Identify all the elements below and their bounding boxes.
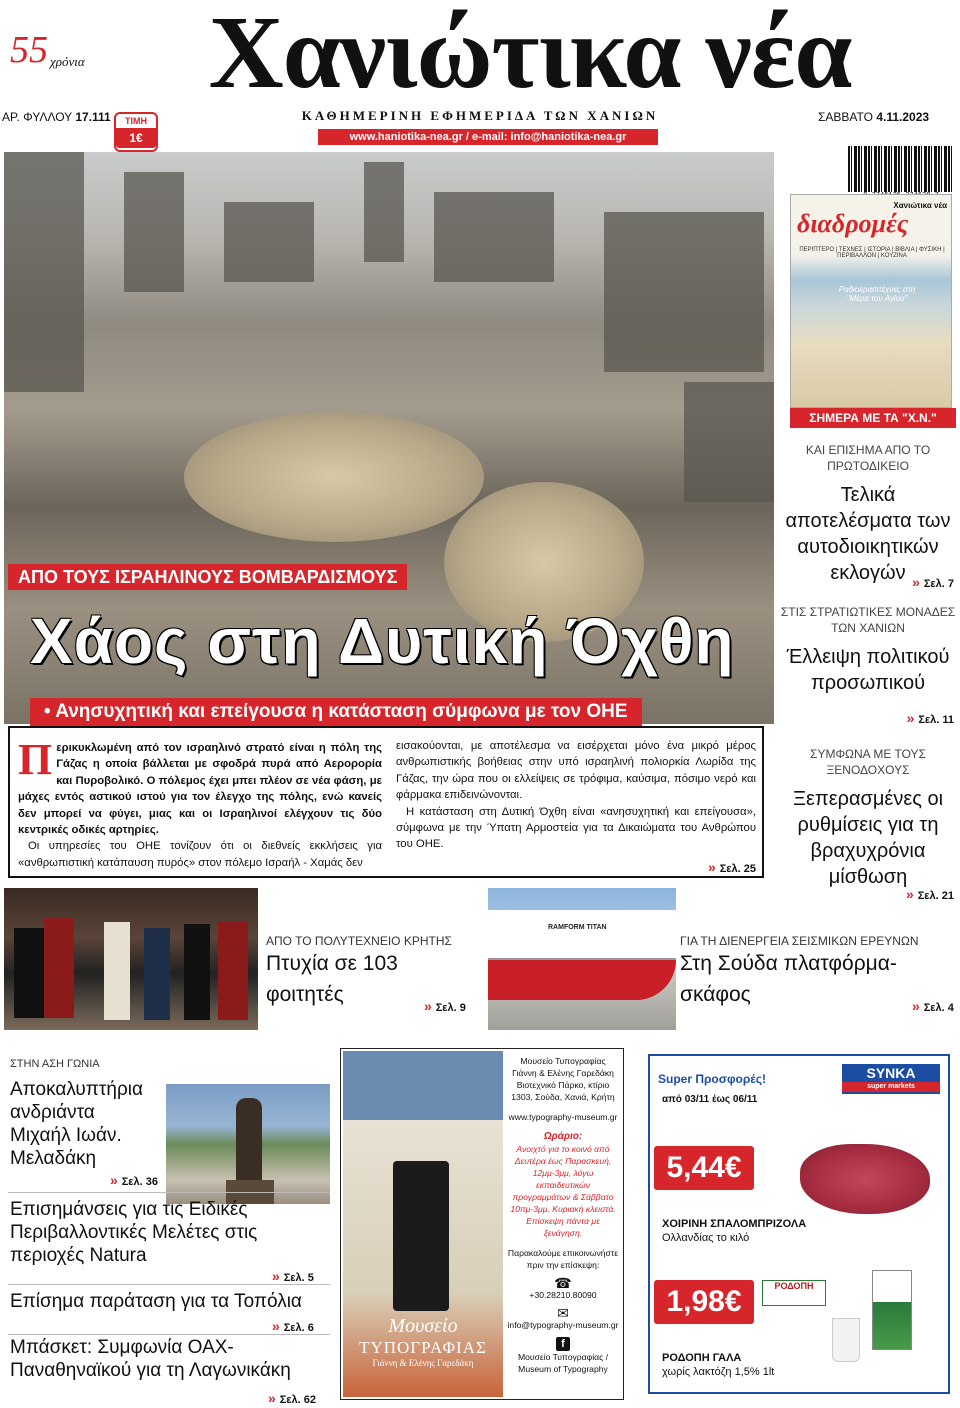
museum-logo-main: ΤΥΠΟΓΡΑΦΙΑΣ <box>359 1338 487 1357</box>
supplement-sections: ΠΕΡΙΠΤΕΡΟ | ΤΕΧΝΕΣ | ΙΣΤΟΡΙΑ | ΒΙΒΛΙΑ | ΦΥΣΙΚΗ | ΠΕΡΙΒΑΛΛΟΝ | ΚΟΥΖΙΝΑ <box>799 247 945 259</box>
strip-story-2[interactable] <box>488 888 958 1030</box>
item1-price: 5,44€ <box>654 1146 754 1190</box>
chevron-right-icon: » <box>912 998 924 1014</box>
strip-page-label: Σελ. 9 <box>435 1002 466 1014</box>
museum-logo <box>343 1315 503 1368</box>
day-label: ΣΑΒΒΑΤΟ <box>818 110 873 124</box>
bl-page-ref-3[interactable] <box>272 1318 314 1334</box>
museum-hours-title: Ωράριο: <box>543 1131 583 1142</box>
bl-page-label: Σελ. 5 <box>283 1272 314 1284</box>
museum-photo <box>343 1051 503 1397</box>
bl-page-ref-2[interactable] <box>272 1268 314 1284</box>
lead-column-2 <box>396 738 756 877</box>
brand-name: SYNKA <box>866 1065 916 1081</box>
bl-headline-3[interactable]: Επίσημα παράταση για τα Τοπόλια <box>10 1291 302 1312</box>
chevron-right-icon: » <box>272 1318 284 1334</box>
barcode-bars <box>848 146 954 192</box>
bl-page-label: Σελ. 62 <box>279 1394 316 1406</box>
sidebar-kicker: ΣΥΜΦΩΝΑ ΜΕ ΤΟΥΣ ΞΕΝΟΔΟΧΟΥΣ <box>810 747 926 777</box>
offers-title: Super Προσφορές! <box>658 1072 766 1086</box>
ship-photo <box>488 888 676 1030</box>
milk-glass-image <box>832 1318 860 1362</box>
lead-column-1 <box>18 735 382 871</box>
bl-headline-1[interactable]: Αποκαλυπτήρια ανδριάντα Μιχαήλ Ιωάν. Μελαδάκη <box>10 1079 143 1169</box>
museum-name: Μουσείο Τυπογραφίας Γιάννη & Ελένης Γαρεδάκη <box>512 1056 614 1078</box>
museum-visit: Επίσκεψη πάντα με ξενάγηση. <box>526 1216 600 1238</box>
museum-facebook[interactable]: Μουσείο Τυπογραφίας / Museum of Typography <box>517 1352 608 1374</box>
item2-price: 1,98€ <box>654 1280 754 1324</box>
sidebar-story-1[interactable] <box>778 442 958 592</box>
sidebar-page-ref[interactable] <box>907 710 954 726</box>
museum-hours: Ανοιχτό για το κοινό από Δευτέρα έως Παρασκευή, 12μμ-3μμ, λόγω εκπαιδευτικών προγραμμάτων & Σάββατο 10πμ-3μμ. Κυριακή κλειστά. <box>510 1144 616 1214</box>
graduation-photo <box>4 888 258 1030</box>
item2-desc: χωρίς λακτόζη 1,5% 1lt <box>662 1366 775 1378</box>
strip-story-1[interactable] <box>4 888 480 1030</box>
bl-page-label: Σελ. 6 <box>283 1322 314 1334</box>
anniversary-word: χρόνια <box>50 54 85 69</box>
sidebar-story-2[interactable] <box>778 604 958 734</box>
lead-page-label: Σελ. 25 <box>719 862 756 875</box>
lead-page-ref[interactable] <box>396 859 756 877</box>
chevron-right-icon: » <box>906 886 918 902</box>
brand-sub: super markets <box>842 1082 940 1092</box>
museum-web[interactable]: www.typography-museum.gr <box>508 1112 618 1122</box>
pork-chop-image <box>800 1144 930 1214</box>
lead-bold-text: ερικυκλωμένη από τον ισραηλινό στρατό είναι η πόλη της Γάζας η οποία βάλλεται με σφοδρά πυρά από Αερορορία και Πυροβολικό. Ο πόλεμος έχει μπει πλέον σε νέα φάση, με μάχες εντός αστικού ιστού για τον έλεγχο της πόλης, ενώ κανείς δεν μπορεί να φύγει, μιας και οι Ισραηλινοί ελέγχουν τις δύο κεντρικές οδικές αρτηρίες. <box>18 742 382 837</box>
sidebar-page-label: Σελ. 21 <box>917 890 954 902</box>
statue-photo <box>166 1084 330 1204</box>
sidebar-story-3[interactable] <box>778 746 958 902</box>
lead-paragraph-3: Η κατάσταση στη Δυτική Όχθη είναι «ανησυχητική και επείγουσα», σύμφωνα με την Ύπατη Αρμοστεία για τα Δικαιώματα του Ανθρώπου του ΟΗΕ. <box>396 805 756 851</box>
email-icon: ✉ <box>557 1305 569 1321</box>
museum-contact-note: Παρακαλούμε επικοινωνήστε πριν την επίσκεψη: <box>507 1248 619 1270</box>
supermarket-advert[interactable] <box>648 1054 950 1394</box>
bl-headline-2[interactable]: Επισημάνσεις για τις Ειδικές Περιβαλλοντικές Μελέτες στις περιοχές Natura <box>10 1199 258 1266</box>
website-line[interactable]: www.haniotika-nea.gr / e-mail: info@haniotika-nea.gr <box>318 129 658 145</box>
sidebar-page-ref[interactable] <box>912 574 954 590</box>
chevron-right-icon: » <box>272 1268 284 1284</box>
museum-email[interactable]: info@typography-museum.gr <box>507 1320 619 1330</box>
museum-logo-sub: Γιάννη & Ελένης Γαρεδάκη <box>372 1358 474 1368</box>
sidebar-headline: Τελικά αποτελέσματα των αυτοδιοικητικών εκλογών <box>785 484 951 584</box>
item1-name: ΧΟΙΡΙΝΗ ΣΠΑΛΟΜΠΡΙΖΟΛΑ <box>662 1218 807 1230</box>
date-value: 4.11.2023 <box>876 110 930 124</box>
supplement-badge: ΣΗΜΕΡΑ ΜΕ ΤΑ "Χ.Ν." <box>790 408 956 428</box>
strip-kicker: ΑΠΟ ΤΟ ΠΟΛΥΤΕΧΝΕΙΟ ΚΡΗΤΗΣ <box>266 934 452 948</box>
strip-page-ref[interactable] <box>424 998 466 1014</box>
sidebar-kicker: ΚΑΙ ΕΠΙΣΗΜΑ ΑΠΟ ΤΟ ΠΡΩΤΟΔΙΚΕΙΟ <box>805 443 931 473</box>
printing-press-image <box>393 1161 449 1311</box>
item2-name: ΡΟΔΟΠΗ ΓΑΛΑ <box>662 1352 742 1364</box>
rodopi-logo: ΡΟΔΟΠΗ <box>762 1280 826 1306</box>
chevron-right-icon: » <box>708 858 720 875</box>
divider <box>8 1192 330 1193</box>
strip-headline: Πτυχία σε 103 φοιτητές <box>266 952 398 1006</box>
chevron-right-icon: » <box>110 1172 122 1188</box>
newspaper-title: Χανιώτικα νέα <box>208 0 852 110</box>
issue-info <box>2 110 111 124</box>
hero-headline[interactable]: Χάος στη Δυτική Όχθη <box>30 605 735 677</box>
hero-kicker: ΑΠΟ ΤΟΥΣ ΙΣΡΑΗΛΙΝΟΥΣ ΒΟΜΒΑΡΔΙΣΜΟΥΣ <box>8 564 407 590</box>
bl-page-label: Σελ. 36 <box>121 1176 158 1188</box>
ship-name: RAMFORM TITAN <box>548 924 607 931</box>
divider <box>8 1334 330 1335</box>
strip-kicker: ΓΙΑ ΤΗ ΔΙΕΝΕΡΓΕΙΑ ΣΕΙΣΜΙΚΩΝ ΕΡΕΥΝΩΝ <box>680 934 919 948</box>
phone-icon: ☎ <box>554 1275 572 1291</box>
anniversary-number: 55 <box>10 29 48 71</box>
museum-phone[interactable]: +30.28210.80090 <box>529 1290 597 1300</box>
newspaper-subtitle: ΚΑΘΗΜΕΡΙΝΗ ΕΦΗΜΕΡΙΔΑ ΤΩΝ ΧΑΝΙΩΝ <box>301 108 659 123</box>
dropcap: Π <box>18 735 53 784</box>
issue-label: ΑΡ. ΦΥΛΛΟΥ <box>2 110 72 124</box>
sidebar-kicker: ΣΤΙΣ ΣΤΡΑΤΙΩΤΙΚΕΣ ΜΟΝΑΔΕΣ ΤΩΝ ΧΑΝΙΩΝ <box>780 605 956 635</box>
chevron-right-icon: » <box>906 710 919 726</box>
bl-page-ref-1[interactable] <box>110 1172 158 1188</box>
sidebar-page-label: Σελ. 11 <box>918 714 954 726</box>
price-label: ΤΙΜΗ <box>125 116 147 126</box>
museum-details <box>507 1055 619 1375</box>
chevron-right-icon: » <box>912 574 924 590</box>
chevron-right-icon: » <box>268 1390 280 1406</box>
offers-dates: από 03/11 έως 06/11 <box>662 1094 758 1105</box>
supplement-brand: Χανιώτικα νέα <box>893 201 947 210</box>
bl-headline-4[interactable]: Μπάσκετ: Συμφωνία ΟΑΧ-Παναθηναϊκού για τη Λαγωνικάκη <box>10 1337 291 1381</box>
milk-carton-image <box>872 1270 912 1350</box>
price-badge <box>114 112 158 152</box>
museum-advert[interactable] <box>340 1048 624 1400</box>
museum-address: Βιοτεχνικό Πάρκο, κτίριο 1303, Σούδα, Χανιά, Κρήτη <box>511 1080 615 1102</box>
bl-kicker: ΣΤΗΝ ΑΣΗ ΓΩΝΙΑ <box>10 1058 100 1070</box>
chevron-right-icon: » <box>424 998 436 1014</box>
supplement-cover[interactable] <box>790 194 952 408</box>
strip-text-2 <box>680 934 950 1010</box>
anniversary-logo <box>10 28 90 88</box>
issue-number: 17.111 <box>75 110 111 124</box>
lead-story-box <box>8 726 764 878</box>
sidebar-headline: Ξεπερασμένες οι ρυθμίσεις για τη βραχυχρόνια μίσθωση <box>792 788 944 888</box>
museum-logo-script: Μουσείο <box>388 1315 458 1337</box>
facebook-icon: f <box>556 1337 570 1351</box>
lead-paragraph-1: Οι υπηρεσίες του ΟΗΕ τονίζουν ότι οι διεθνείς εκκλήσεις για «ανθρωπιστική κατάπαυση πυρός» στον πόλεμο Ισραήλ - Χαμάς δεν <box>18 840 382 869</box>
lead-paragraph-2: εισακούονται, με αποτέλεσμα να εισέρχεται μόνο ένα μικρό μέρος ανθρωπιστικής βοήθειας στην υπό ισραηλινή πολιορκία Λωρίδα της Γάζας, την ώρα που οι ελλείψεις σε τρόφιμα, καύσιμα, πόσιμο νερό και φάρμακα επιδεινώνονται. <box>396 740 756 802</box>
date-info <box>818 110 929 124</box>
strip-page-ref[interactable] <box>912 998 954 1014</box>
sidebar-page-label: Σελ. 7 <box>923 578 954 590</box>
item1-desc: Ολλανδίας το κιλό <box>662 1232 750 1244</box>
strip-headline: Στη Σούδα πλατφόρμα-σκάφος <box>680 952 897 1006</box>
supplement-title: διαδρομές <box>797 209 909 238</box>
strip-page-label: Σελ. 4 <box>923 1002 954 1014</box>
bl-page-ref-4[interactable] <box>268 1390 316 1406</box>
sidebar-headline: Έλλειψη πολιτικού προσωπικού <box>786 646 950 694</box>
supermarket-logo <box>842 1064 940 1094</box>
supplement-feature: Ραδιοερασιτέχνες στη "Μέρα του Αγίου" <box>838 285 916 303</box>
divider <box>8 1284 330 1285</box>
hero-deck: • Ανησυχητική και επείγουσα η κατάσταση σύμφωνα με τον ΟΗΕ <box>30 698 642 726</box>
price-value: 1€ <box>116 128 156 148</box>
